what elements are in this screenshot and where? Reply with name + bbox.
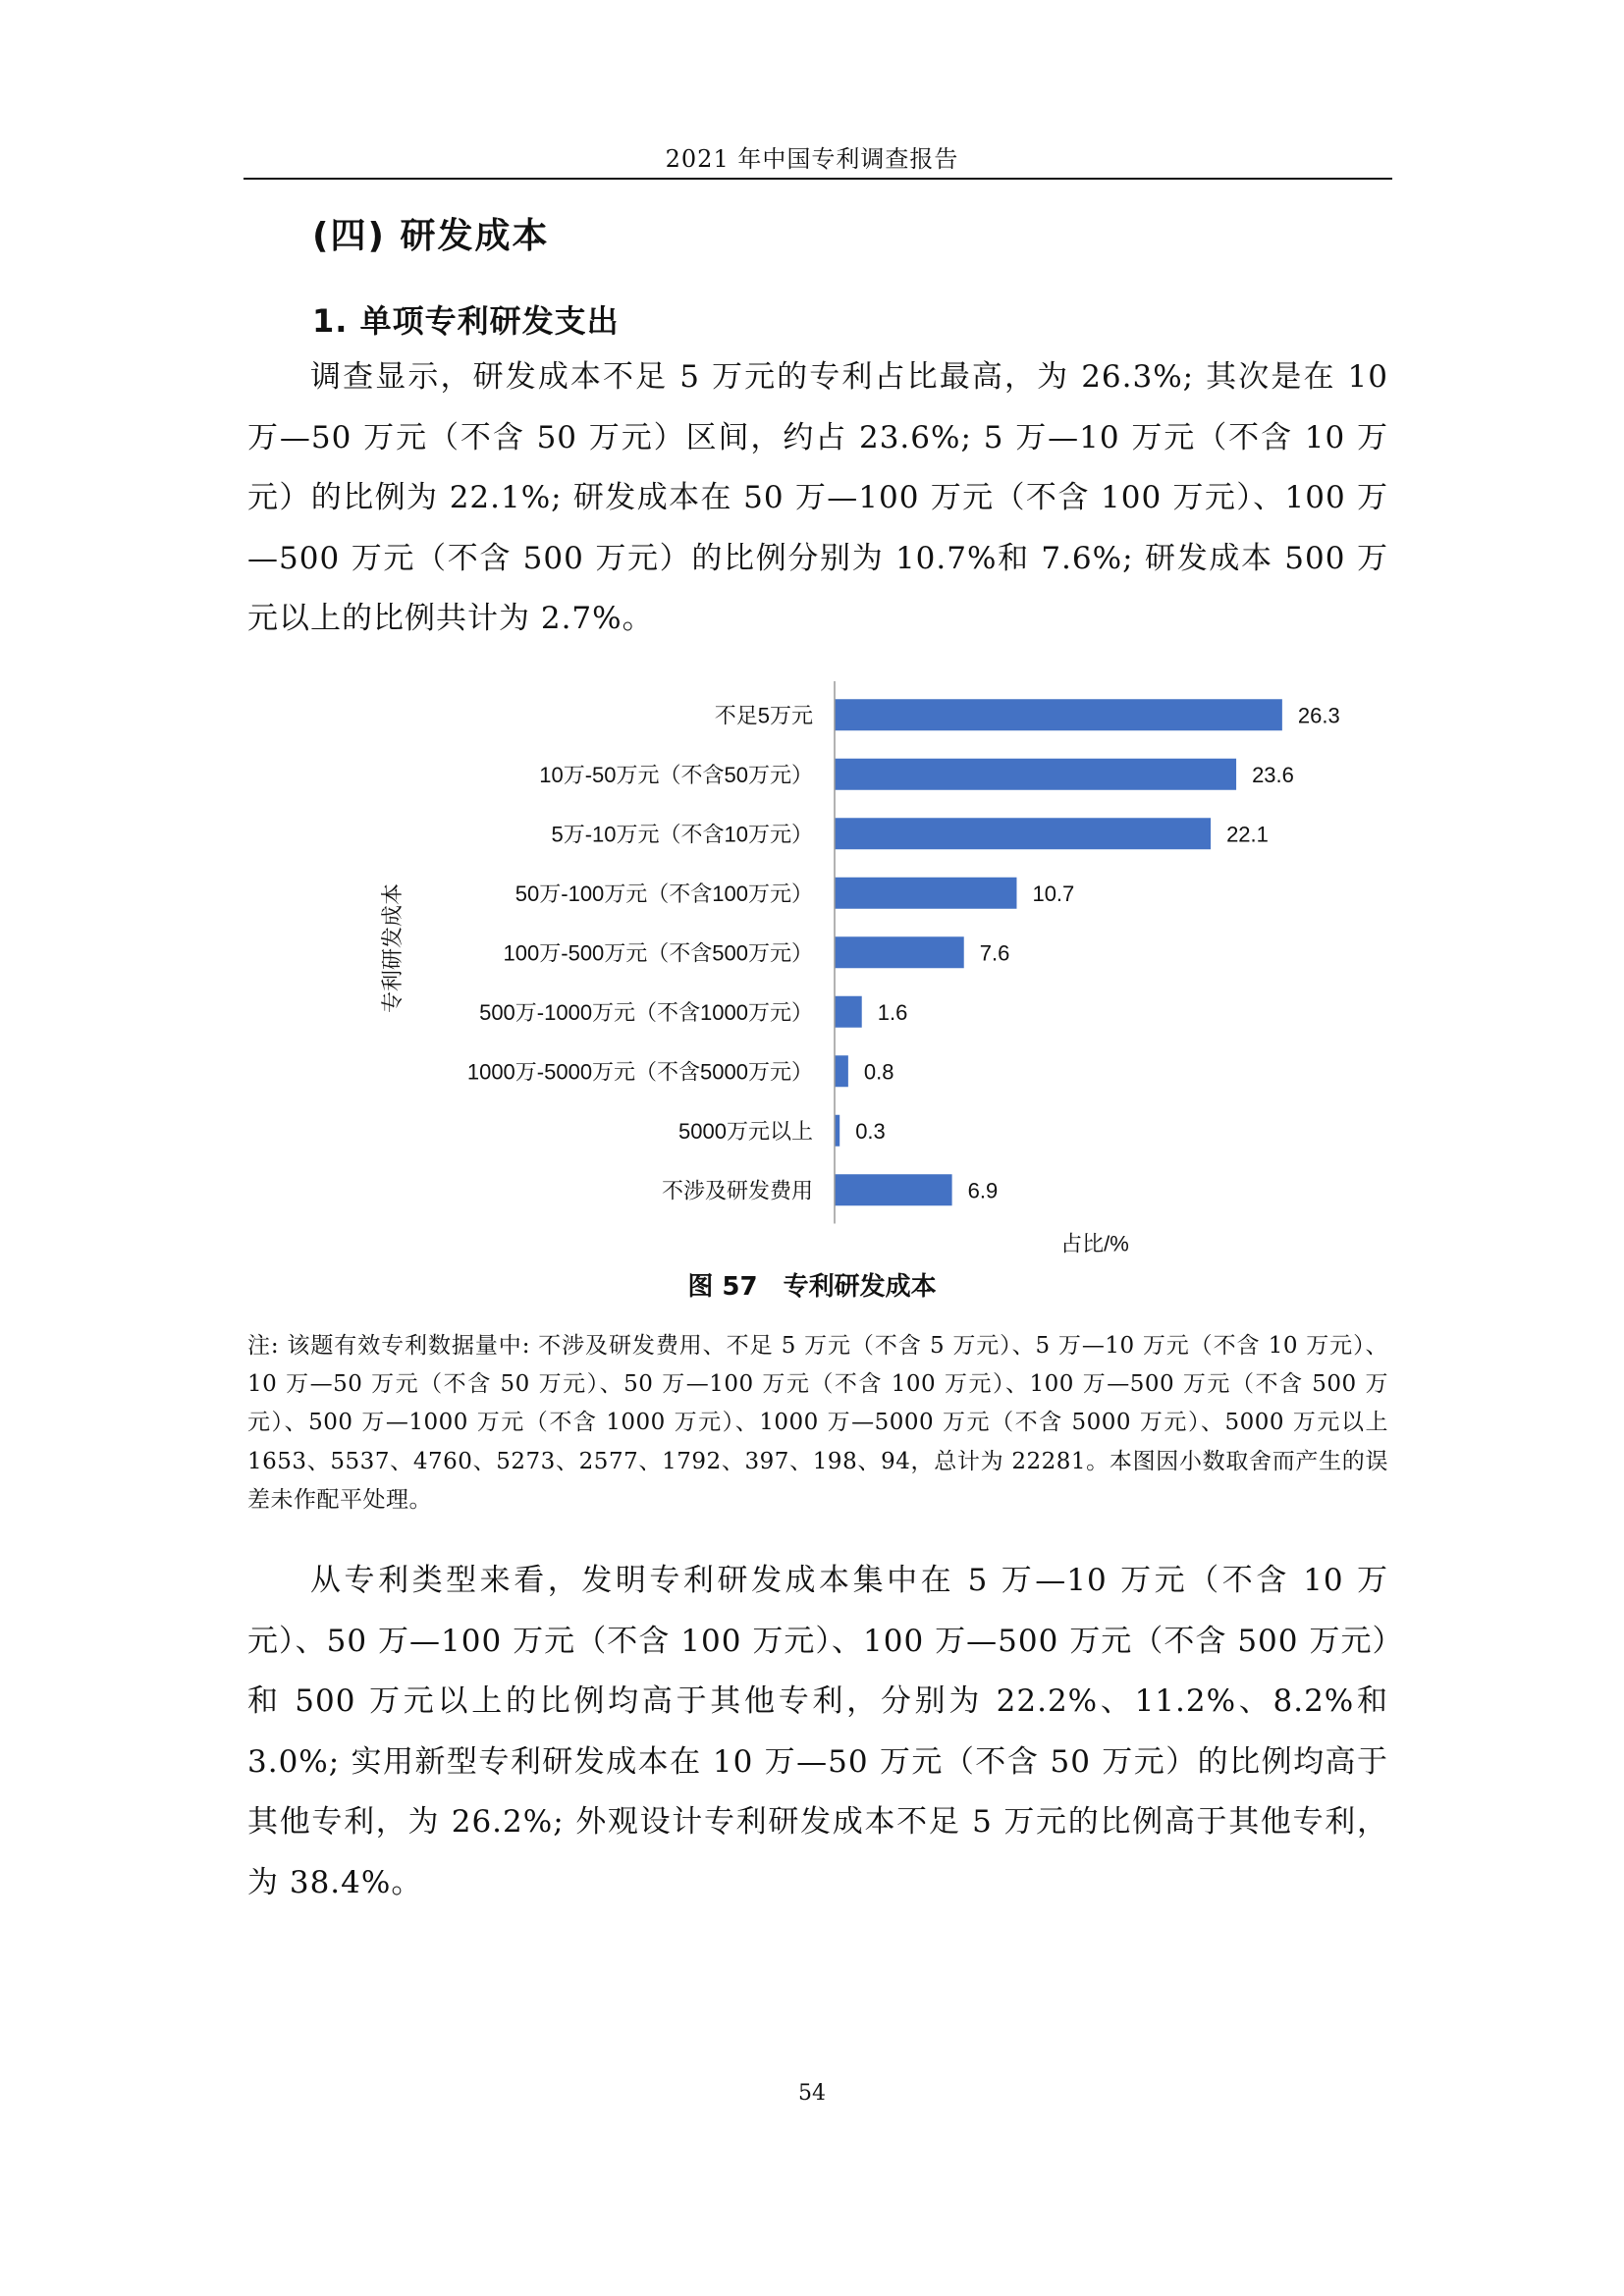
data-label: 6.9 [967,1178,999,1203]
bar [835,1115,839,1147]
category-label: 不足5万元 [714,703,813,728]
bar [835,759,1236,790]
bar-chart [373,671,1340,1260]
figure-note: 注: 该题有效专利数据量中: 不涉及研发费用、不足 5 万元（不含 5 万元）、5 万—10 万元（不含 10 万元）、10 万—50 万元（不含 50 万元）、50 万—100 万元（不含 100 万元）、100 万—500 万元（不含 500 万元）、500 万—1000 万元（不含 1000 万元）、1000 万—5000 万元（不含 5000 万元）、5000 万元以上 1653、5537、4760、5273、2577、1792、397、198、94，总计为 22281。本图因小数取舍而产生的误差未作配平处理。 [247,1333,1388,1513]
data-label: 23.6 [1252,762,1294,787]
category-label: 10万-50万元（不含50万元） [539,762,813,787]
figure-caption: 图 57 专利研发成本 [687,1272,937,1302]
data-label: 22.1 [1226,822,1269,847]
bar [835,878,1016,909]
body-paragraph-2: 从专利类型来看，发明专利研发成本集中在 5 万—10 万元（不含 10 万元）、50 万—100 万元（不含 100 万元）、100 万—500 万元（不含 500 万元）和 500 万元以上的比例均高于其他专利，分别为 22.2%、11.2%、8.2%和 3.0%; 实用新型专利研发成本在 10 万—50 万元（不含 50 万元）的比例均高于其他专利，为 26.2%; 外观设计专利研发成本不足 5 万元的比例高于其他专利，为 38.4%。 [247,1563,1388,1900]
running-header: 2021 年中国专利调查报告 [665,145,959,173]
bar [835,1174,952,1205]
bar [835,818,1211,849]
subsection-heading: 1. 单项专利研发支出 [312,302,620,340]
data-label: 0.8 [863,1059,894,1085]
header-rule [244,178,1392,180]
section-heading: (四) 研发成本 [312,216,550,256]
data-label: 26.3 [1297,703,1340,728]
category-label: 50万-100万元（不含100万元） [514,881,813,906]
category-label: 不涉及研发费用 [661,1178,813,1203]
x-axis-label: 占比/% [1060,1231,1129,1256]
data-label: 10.7 [1032,881,1075,906]
category-label: 5000万元以上 [678,1118,813,1144]
bar [835,936,964,968]
data-label: 1.6 [877,999,908,1025]
category-label: 1000万-5000万元（不含5000万元） [466,1059,813,1085]
y-axis-label: 专利研发成本 [380,882,405,1014]
body-paragraph-1: 调查显示，研发成本不足 5 万元的专利占比最高，为 26.3%; 其次是在 10 万—50 万元（不含 50 万元）区间，约占 23.6%; 5 万—10 万元（不含 10 万元）的比例为 22.1%; 研发成本在 50 万—100 万元（不含 100 万元）、100 万—500 万元（不含 500 万元）的比例分别为 10.7%和 7.6%; 研发成本 500 万元以上的比例共计为 2.7%。 [247,359,1388,636]
page-number: 54 [798,2081,826,2106]
category-label: 500万-1000万元（不含1000万元） [479,999,813,1025]
category-label: 100万-500万元（不含500万元） [503,940,813,966]
bar [835,1055,848,1087]
data-label: 0.3 [855,1118,886,1144]
bar [835,699,1282,730]
bar [835,996,862,1028]
category-label: 5万-10万元（不含10万元） [551,822,813,847]
data-label: 7.6 [979,940,1010,966]
